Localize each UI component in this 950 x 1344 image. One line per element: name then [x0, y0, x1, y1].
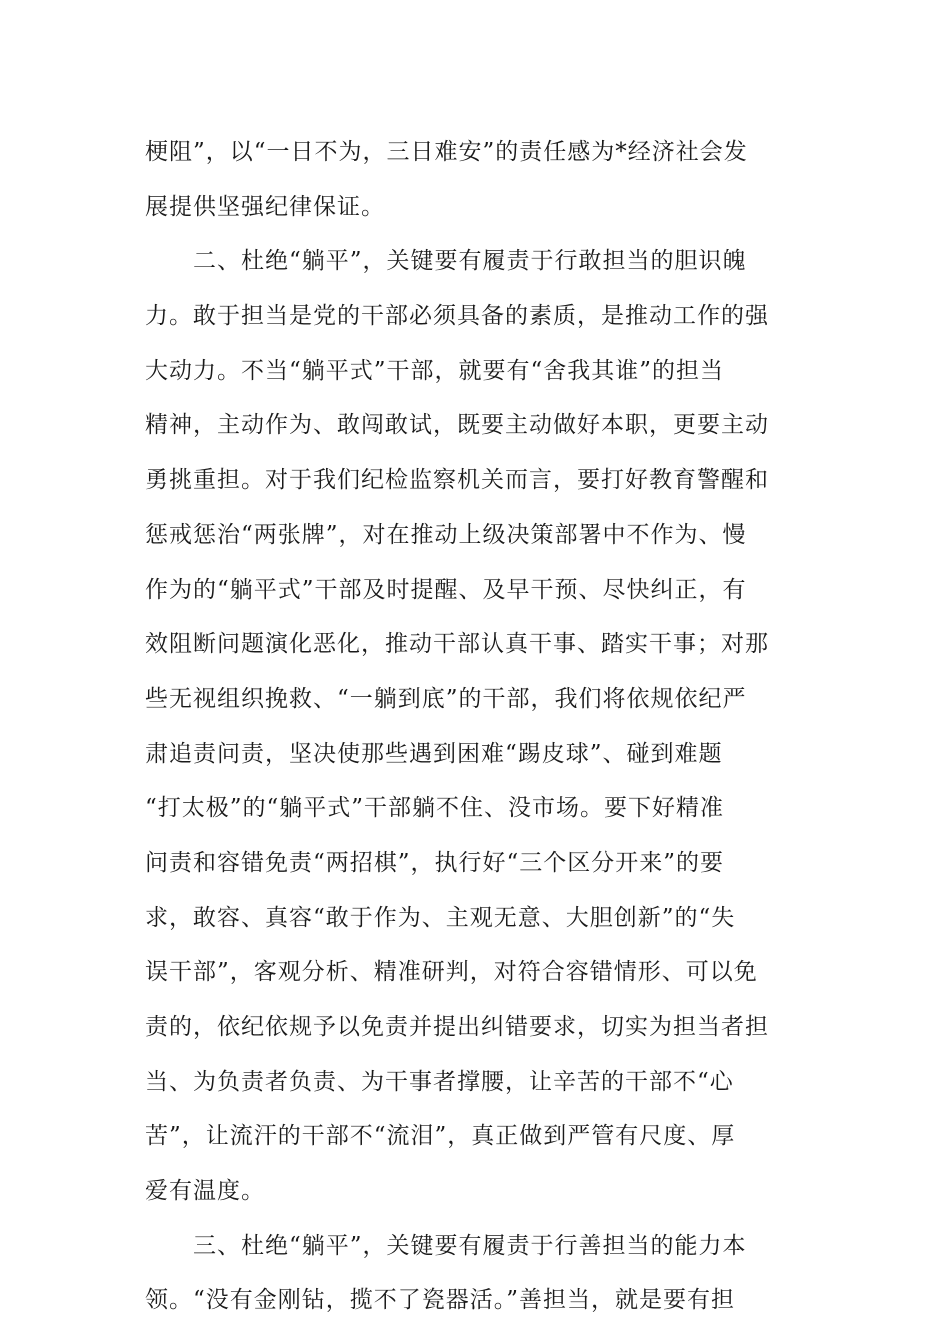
text-line: 领。“没有金刚钻，揽不了瓷器活。”善担当，就是要有担	[145, 1287, 736, 1314]
text-line: 效阻断问题演化恶化，推动干部认真干事、踏实干事；对那	[145, 631, 769, 658]
text-line: 问责和容错免责“两招棋”，执行好“三个区分开来”的要	[145, 849, 725, 876]
text-line: 责的，依纪依规予以免责并提出纠错要求，切实为担当者担	[145, 1014, 769, 1040]
text-line: 三、杜绝“躺平”，关键要有履责于行善担当的能力本	[193, 1232, 747, 1259]
text-line: “打太极”的“躺平式”干部躺不住、没市场。要下好精准	[145, 795, 725, 822]
text-line: 些无视组织挽救、“一躺到底”的干部，我们将依规依纪严	[145, 685, 747, 712]
text-line: 爱有温度。	[145, 1178, 265, 1205]
text-line: 当、为负责者负责、为干事者撑腰，让辛苦的干部不“心	[145, 1068, 734, 1095]
text-line: 梗阻”，以“一日不为，三日难安”的责任感为*经济社会发	[145, 139, 748, 165]
text-line: 肃追责问责，坚决使那些遇到困难“踢皮球”、碰到难题	[145, 740, 723, 767]
text-line: 作为的“躺平式”干部及时提醒、及早干预、尽快纠正，有	[145, 576, 747, 603]
text-line: 精神，主动作为、敢闯敢试，既要主动做好本职，更要主动	[145, 412, 769, 439]
text-line: 大动力。不当“躺平式”干部，就要有“舍我其谁”的担当	[145, 357, 725, 384]
text-line: 展提供坚强纪律保证。	[145, 193, 385, 220]
body-text	[145, 125, 795, 1328]
text-line: 勇挑重担。对于我们纪检监察机关而言，要打好教育警醒和	[145, 467, 769, 494]
text-line: 力。敢于担当是党的干部必须具备的素质，是推动工作的强	[145, 303, 769, 330]
text-line: 误干部”，客观分析、精准研判，对符合容错情形、可以免	[145, 959, 758, 986]
text-line: 苦”，让流汗的干部不“流泪”，真正做到严管有尺度、厚	[145, 1123, 736, 1150]
text-line: 惩戒惩治“两张牌”，对在推动上级决策部署中不作为、慢	[145, 521, 747, 548]
text-line: 求，敢容、真容“敢于作为、主观无意、大胆创新”的“失	[145, 904, 736, 931]
text-line: 二、杜绝“躺平”，关键要有履责于行敢担当的胆识魄	[193, 248, 747, 275]
